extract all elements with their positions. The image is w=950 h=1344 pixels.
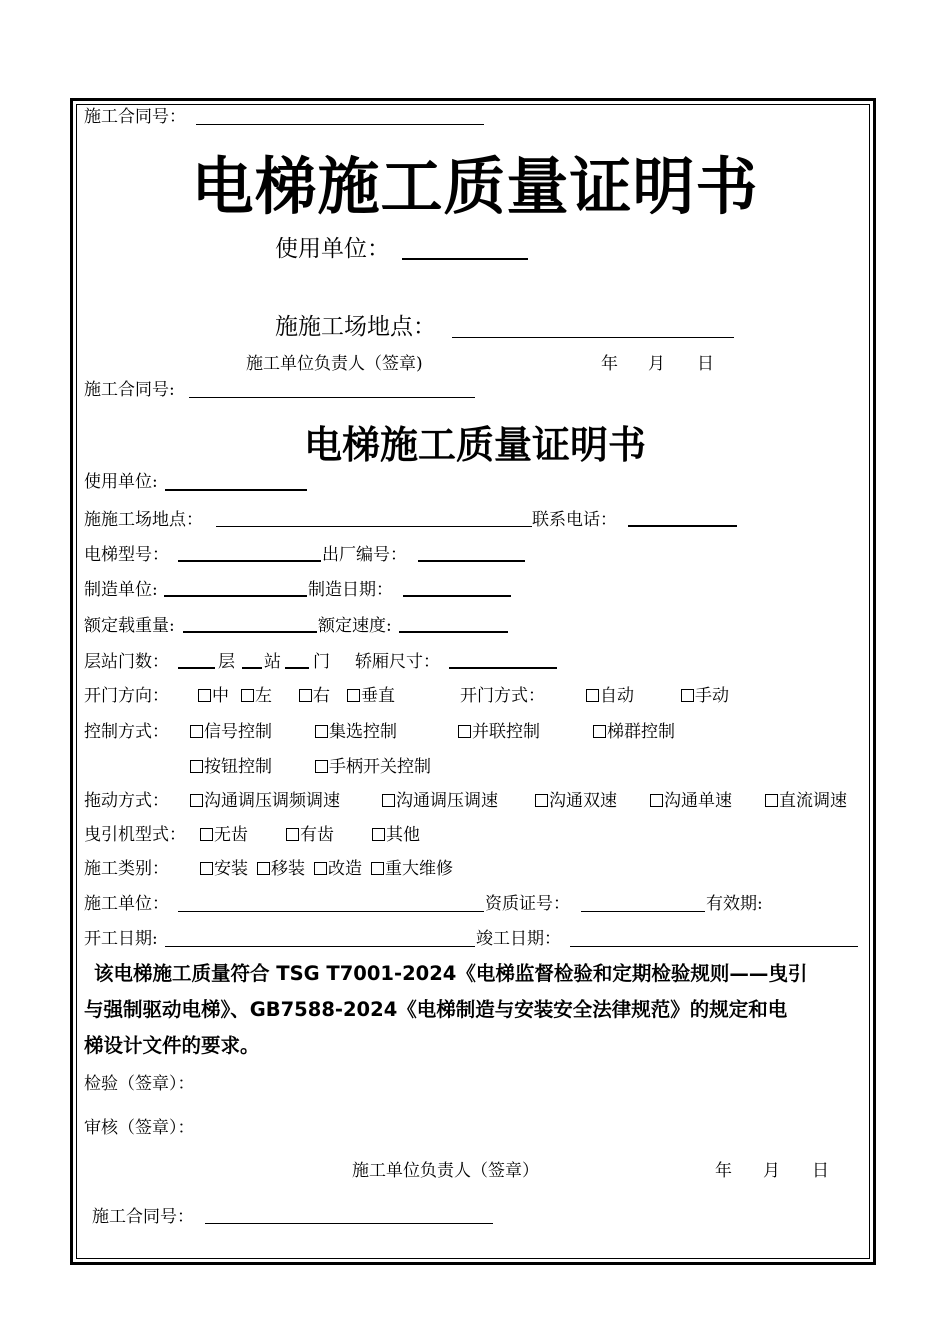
door-direction-option-center[interactable]: 中 — [198, 686, 229, 706]
compliance-statement — [84, 956, 864, 1064]
car-size-field[interactable] — [449, 667, 557, 669]
checkbox-icon[interactable] — [681, 689, 694, 702]
page-title: 电梯施工质量证明书 — [191, 150, 759, 223]
door-direction-option-vertical[interactable]: 垂直 — [347, 686, 395, 706]
stations-unit: 站 — [264, 652, 281, 672]
floors-unit: 层 — [218, 652, 235, 672]
rated-speed-field[interactable] — [399, 631, 508, 633]
door-mode-label: 开门方式： — [460, 686, 545, 706]
month-label-2: 月 — [763, 1161, 780, 1181]
checkbox-icon[interactable] — [372, 828, 385, 841]
drive-mode-label: 拖动方式： — [84, 791, 169, 811]
traction-option-other[interactable]: 其他 — [372, 825, 420, 845]
control-option-group[interactable]: 梯群控制 — [593, 722, 675, 742]
document-inner-border — [76, 104, 870, 1259]
checkbox-icon[interactable] — [347, 689, 360, 702]
statement-line-1: 该电梯施工质量符合 TSG T7001-2024《电梯监督检验和定期检验规则——曳引 — [94, 962, 808, 985]
user-unit-field-2[interactable] — [165, 489, 307, 491]
checkbox-icon[interactable] — [314, 862, 327, 875]
floors-field[interactable] — [178, 667, 215, 669]
drive-option-dc[interactable]: 直流调速 — [765, 791, 847, 811]
checkbox-icon[interactable] — [371, 862, 384, 875]
rated-speed-label: 额定速度: — [318, 616, 392, 636]
checkbox-icon[interactable] — [198, 689, 211, 702]
drive-option-vvvf[interactable]: 沟通调压调频调速 — [190, 791, 340, 811]
checkbox-icon[interactable] — [458, 725, 471, 738]
manufacture-date-field[interactable] — [403, 595, 511, 597]
construction-unit-field[interactable] — [178, 911, 484, 912]
doors-unit: 门 — [313, 652, 330, 672]
construction-unit-label: 施工单位： — [84, 894, 169, 914]
checkbox-icon[interactable] — [190, 725, 203, 738]
door-mode-option-manual[interactable]: 手动 — [681, 686, 729, 706]
phone-label: 联系电话： — [532, 510, 617, 530]
construction-category-label: 施工类别： — [84, 859, 169, 879]
start-date-label: 开工日期: — [84, 929, 158, 949]
day-label-2: 日 — [812, 1161, 829, 1181]
manufacture-date-label: 制造日期： — [308, 580, 393, 600]
category-option-relocate[interactable]: 移装 — [257, 859, 305, 879]
user-unit-field[interactable] — [402, 258, 528, 260]
traction-option-gearless[interactable]: 无齿 — [200, 825, 248, 845]
section-title: 电梯施工质量证明书 — [303, 423, 646, 467]
door-mode-option-auto[interactable]: 自动 — [586, 686, 634, 706]
checkbox-icon[interactable] — [382, 794, 395, 807]
checkbox-icon[interactable] — [765, 794, 778, 807]
contract-number-label-3: 施工合同号： — [92, 1207, 194, 1227]
contract-number-field-2[interactable] — [189, 397, 475, 398]
qualification-number-field[interactable] — [581, 911, 705, 912]
contract-number-label-2: 施工合同号: — [84, 380, 175, 400]
doors-field[interactable] — [285, 667, 309, 669]
phone-field[interactable] — [628, 525, 737, 527]
checkbox-icon[interactable] — [241, 689, 254, 702]
checkbox-icon[interactable] — [200, 862, 213, 875]
stations-field[interactable] — [242, 667, 262, 669]
start-date-field[interactable] — [165, 946, 475, 947]
checkbox-icon[interactable] — [200, 828, 213, 841]
validity-label: 有效期: — [706, 894, 763, 914]
user-unit-label: 使用单位： — [275, 236, 390, 262]
drive-option-two-speed[interactable]: 沟通双速 — [535, 791, 617, 811]
site-field[interactable] — [452, 337, 734, 338]
model-field[interactable] — [178, 560, 321, 562]
traction-type-label: 曳引机型式： — [84, 825, 186, 845]
control-option-handle-switch[interactable]: 手柄开关控制 — [315, 757, 431, 777]
checkbox-icon[interactable] — [650, 794, 663, 807]
checkbox-icon[interactable] — [257, 862, 270, 875]
site-label-2: 施施工场地点： — [84, 510, 203, 530]
site-field-2[interactable] — [216, 526, 532, 527]
car-size-label: 轿厢尺寸： — [355, 652, 440, 672]
factory-number-field[interactable] — [418, 560, 525, 562]
door-direction-option-right[interactable]: 右 — [299, 686, 330, 706]
checkbox-icon[interactable] — [190, 794, 203, 807]
model-label: 电梯型号： — [84, 545, 169, 565]
manufacturer-label: 制造单位: — [84, 580, 158, 600]
year-label: 年 — [601, 354, 618, 374]
checkbox-icon[interactable] — [190, 760, 203, 773]
checkbox-icon[interactable] — [593, 725, 606, 738]
door-direction-label: 开门方向： — [84, 686, 169, 706]
manufacturer-field[interactable] — [164, 595, 307, 597]
month-label: 月 — [648, 354, 665, 374]
category-option-modify[interactable]: 改造 — [314, 859, 362, 879]
day-label: 日 — [697, 354, 714, 374]
responsible-signature-label-2: 施工单位负责人（签章） — [352, 1161, 539, 1181]
user-unit-label-2: 使用单位: — [84, 472, 158, 492]
rated-load-field[interactable] — [183, 631, 317, 633]
rated-load-label: 额定载重量: — [84, 616, 175, 636]
checkbox-icon[interactable] — [315, 760, 328, 773]
review-signature-label: 审核（签章）： — [84, 1118, 195, 1138]
statement-line-2: 与强制驱动电梯》、GB7588-2024《电梯制造与安装安全法律规范》的规定和电 — [84, 998, 788, 1021]
checkbox-icon[interactable] — [535, 794, 548, 807]
control-option-button[interactable]: 按钮控制 — [190, 757, 272, 777]
contract-number-label: 施工合同号： — [84, 107, 186, 127]
checkbox-icon[interactable] — [586, 689, 599, 702]
contract-number-field-3[interactable] — [205, 1223, 493, 1224]
checkbox-icon[interactable] — [286, 828, 299, 841]
completion-date-label: 竣工日期： — [476, 929, 561, 949]
drive-option-single-speed[interactable]: 沟通单速 — [650, 791, 732, 811]
category-option-install[interactable]: 安装 — [200, 859, 248, 879]
control-option-collective[interactable]: 集选控制 — [315, 722, 397, 742]
control-option-parallel[interactable]: 并联控制 — [458, 722, 540, 742]
contract-number-field[interactable] — [196, 124, 484, 125]
statement-line-3: 梯设计文件的要求。 — [84, 1034, 260, 1057]
completion-date-field[interactable] — [570, 946, 858, 947]
drive-option-acvv[interactable]: 沟通调压调速 — [382, 791, 498, 811]
responsible-signature-label: 施工单位负责人（签章) — [246, 354, 423, 374]
traction-option-geared[interactable]: 有齿 — [286, 825, 334, 845]
category-option-major-repair[interactable]: 重大维修 — [371, 859, 453, 879]
checkbox-icon[interactable] — [299, 689, 312, 702]
qualification-number-label: 资质证号： — [485, 894, 570, 914]
site-label: 施施工场地点： — [275, 314, 436, 340]
door-direction-option-left[interactable]: 左 — [241, 686, 272, 706]
year-label-2: 年 — [715, 1161, 732, 1181]
checkbox-icon[interactable] — [315, 725, 328, 738]
control-mode-label: 控制方式： — [84, 722, 169, 742]
control-option-signal[interactable]: 信号控制 — [190, 722, 272, 742]
floors-stations-doors-label: 层站门数： — [84, 652, 169, 672]
factory-number-label: 出厂编号： — [322, 545, 407, 565]
inspection-signature-label: 检验（签章）： — [84, 1074, 195, 1094]
